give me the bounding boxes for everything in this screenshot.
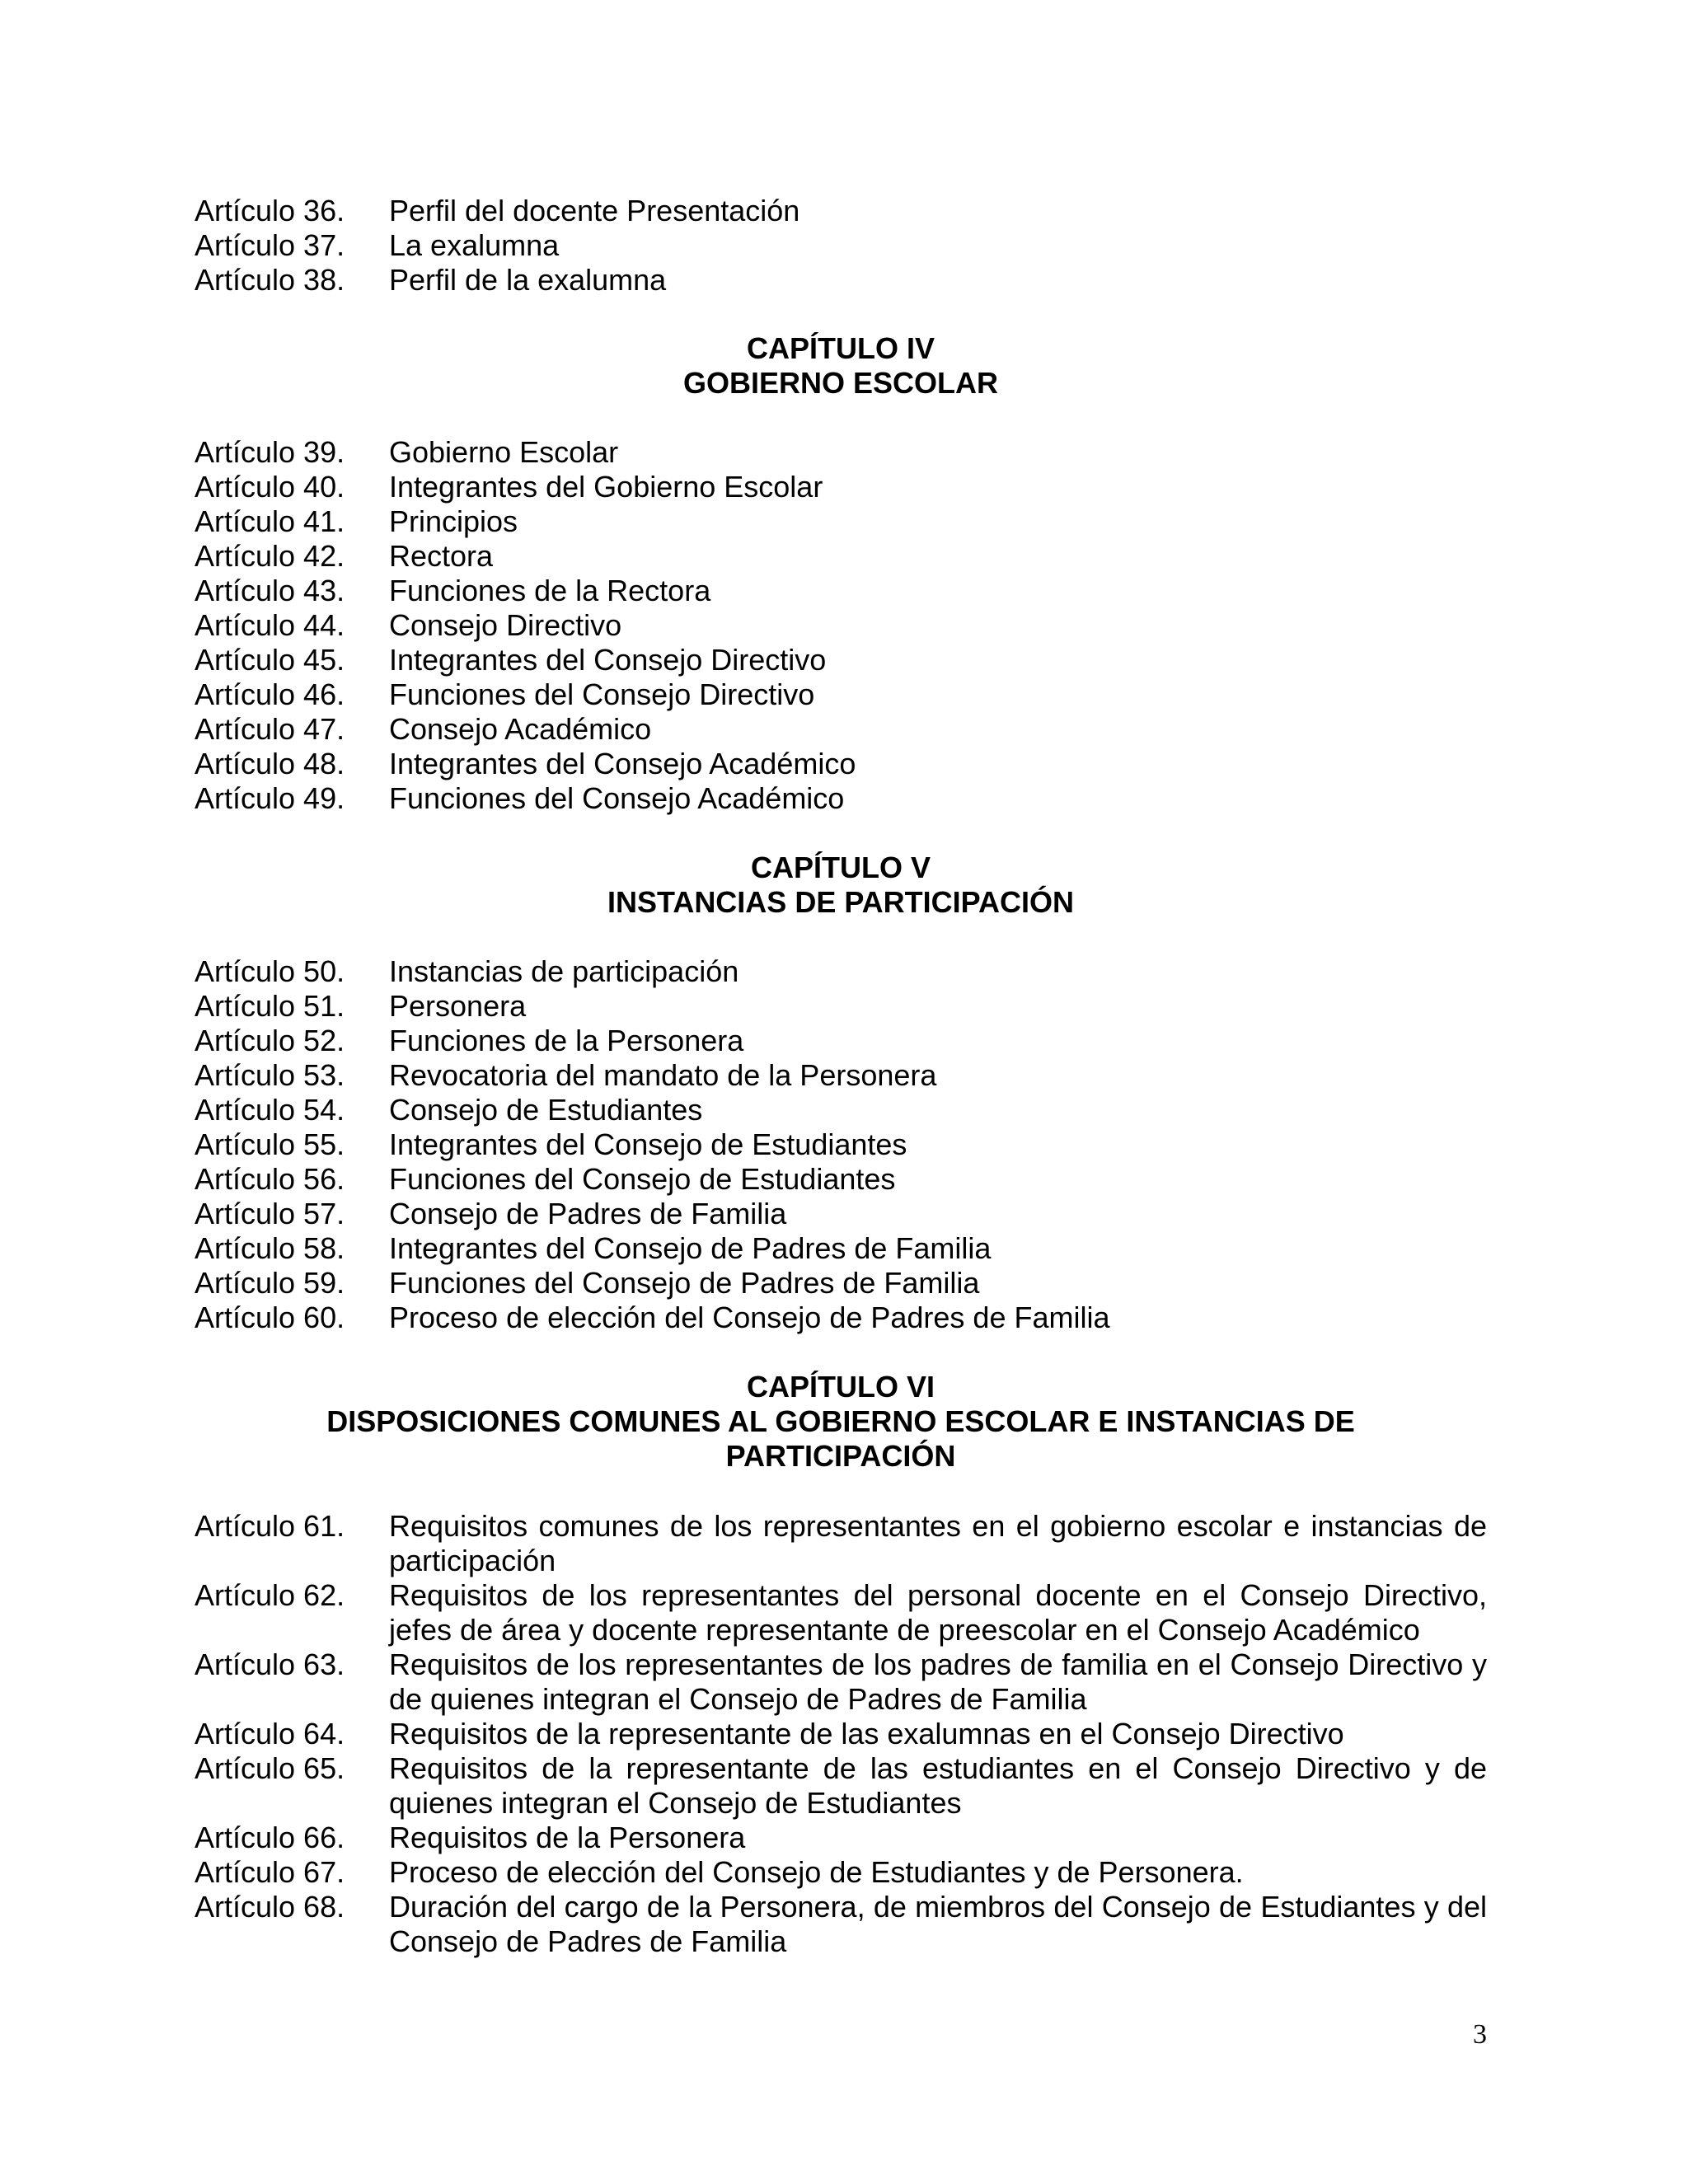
article-row [195,504,1487,539]
article-title: Funciones del Consejo de Padres de Familia [389,1266,980,1300]
article-row [195,1751,1487,1821]
article-row [195,747,1487,781]
article-row [195,989,1487,1024]
article-title: Funciones de la Rectora [389,574,711,607]
article-number: Artículo 62. [195,1578,345,1612]
article-number: Artículo 63. [195,1647,345,1681]
article-number: Artículo 68. [195,1890,345,1924]
article-number: Artículo 61. [195,1509,345,1543]
article-list [195,954,1487,1335]
article-row [195,228,1487,263]
article-row [195,1509,1487,1578]
article-title: Funciones del Consejo Académico [389,781,845,815]
article-row [195,574,1487,608]
article-number: Artículo 43. [195,574,345,607]
article-row [195,1717,1487,1751]
article-title: Requisitos comunes de los representantes en el gobierno escolar e instancias de participación [389,1509,1487,1577]
article-row [195,1821,1487,1855]
article-number: Artículo 66. [195,1821,345,1854]
article-title: Proceso de elección del Consejo de Padres de Familia [389,1301,1110,1334]
article-row [195,781,1487,816]
article-title: Principios [389,504,518,538]
page-number: 3 [1473,2019,1487,2050]
article-row [195,1197,1487,1231]
article-number: Artículo 65. [195,1751,345,1785]
article-row [195,1890,1487,1959]
article-number: Artículo 52. [195,1024,345,1057]
article-number: Artículo 46. [195,677,345,711]
chapter-title: DISPOSICIONES COMUNES AL GOBIERNO ESCOLAR E INSTANCIAS DE [326,1404,1355,1438]
article-row [195,1578,1487,1647]
article-title: Funciones del Consejo de Estudiantes [389,1162,896,1196]
article-title: Gobierno Escolar [389,435,619,469]
article-number: Artículo 38. [195,263,345,297]
article-title: Integrantes del Gobierno Escolar [389,470,823,504]
article-number: Artículo 49. [195,781,345,815]
article-title: Personera [389,989,527,1023]
article-row [195,712,1487,747]
article-row [195,643,1487,677]
article-number: Artículo 54. [195,1093,345,1127]
article-number: Artículo 42. [195,539,345,573]
article-title: Perfil del docente Presentación [389,194,800,227]
article-number: Artículo 56. [195,1162,345,1196]
article-number: Artículo 44. [195,608,345,642]
chapter-heading [195,1370,1487,1474]
article-list [195,435,1487,816]
article-title: Revocatoria del mandato de la Personera [389,1058,937,1092]
chapter-title: GOBIERNO ESCOLAR [682,366,999,400]
article-title: Funciones de la Personera [389,1024,744,1057]
article-number: Artículo 48. [195,747,345,780]
article-number: Artículo 60. [195,1301,345,1334]
article-number: Artículo 59. [195,1266,345,1300]
article-list [195,1509,1487,1959]
chapter-heading [195,331,1487,401]
article-row [195,608,1487,643]
article-row [195,1093,1487,1127]
article-row [195,1231,1487,1266]
article-row [195,263,1487,298]
chapter-title-continued: PARTICIPACIÓN [725,1439,956,1473]
article-title: Integrantes del Consejo Directivo [389,643,827,677]
article-row [195,194,1487,228]
article-number: Artículo 40. [195,470,345,504]
article-title: Rectora [389,539,494,573]
article-title: Instancias de participación [389,954,739,988]
article-title: Consejo Directivo [389,608,622,642]
article-number: Artículo 39. [195,435,345,469]
article-number: Artículo 57. [195,1197,345,1230]
article-title: Requisitos de los representantes del personal docente en el Consejo Directivo, jefes de área y docente representante de preescolar en el Consejo Académico [389,1578,1487,1647]
chapter-number: CAPÍTULO V [750,851,931,884]
article-title: Consejo Académico [389,712,652,746]
article-number: Artículo 55. [195,1127,345,1161]
article-title: Consejo de Padres de Familia [389,1197,787,1230]
chapter-number: CAPÍTULO VI [746,1370,935,1404]
article-title: Consejo de Estudiantes [389,1093,703,1127]
article-title: Proceso de elección del Consejo de Estudiantes y de Personera. [389,1855,1244,1889]
article-row [195,435,1487,470]
article-title: La exalumna [389,228,560,262]
article-row [195,954,1487,989]
article-title: Integrantes del Consejo Académico [389,747,856,780]
article-title: Perfil de la exalumna [389,263,667,297]
chapter-title: INSTANCIAS DE PARTICIPACIÓN [607,885,1074,919]
article-row [195,470,1487,504]
article-title: Requisitos de la representante de las estudiantes en el Consejo Directivo y de quienes integran el Consejo de Estudiantes [389,1751,1487,1820]
article-row [195,677,1487,712]
article-title: Requisitos de la Personera [389,1821,746,1854]
article-number: Artículo 45. [195,643,345,677]
article-number: Artículo 58. [195,1231,345,1265]
article-number: Artículo 36. [195,194,345,227]
article-title: Duración del cargo de la Personera, de miembros del Consejo de Estudiantes y del Consejo de Padres de Familia [389,1890,1487,1958]
article-number: Artículo 64. [195,1717,345,1750]
article-row [195,1647,1487,1717]
article-number: Artículo 51. [195,989,345,1023]
article-row [195,539,1487,574]
article-title: Requisitos de la representante de las exalumnas en el Consejo Directivo [389,1717,1344,1750]
article-row [195,1162,1487,1197]
article-title: Integrantes del Consejo de Estudiantes [389,1127,907,1161]
article-number: Artículo 37. [195,228,345,262]
article-number: Artículo 50. [195,954,345,988]
article-number: Artículo 53. [195,1058,345,1092]
article-number: Artículo 67. [195,1855,345,1889]
article-row [195,1855,1487,1890]
article-title: Requisitos de los representantes de los padres de familia en el Consejo Directivo y de quienes integran el Consejo de Padres de Familia [389,1647,1487,1716]
article-row [195,1058,1487,1093]
article-number: Artículo 47. [195,712,345,746]
article-row [195,1266,1487,1301]
article-number: Artículo 41. [195,504,345,538]
article-title: Funciones del Consejo Directivo [389,677,815,711]
top-article-list [195,194,1487,298]
chapter-heading [195,851,1487,920]
chapter-number: CAPÍTULO IV [746,331,935,365]
article-row [195,1301,1487,1335]
article-row [195,1127,1487,1162]
article-row [195,1024,1487,1058]
article-title: Integrantes del Consejo de Padres de Familia [389,1231,992,1265]
